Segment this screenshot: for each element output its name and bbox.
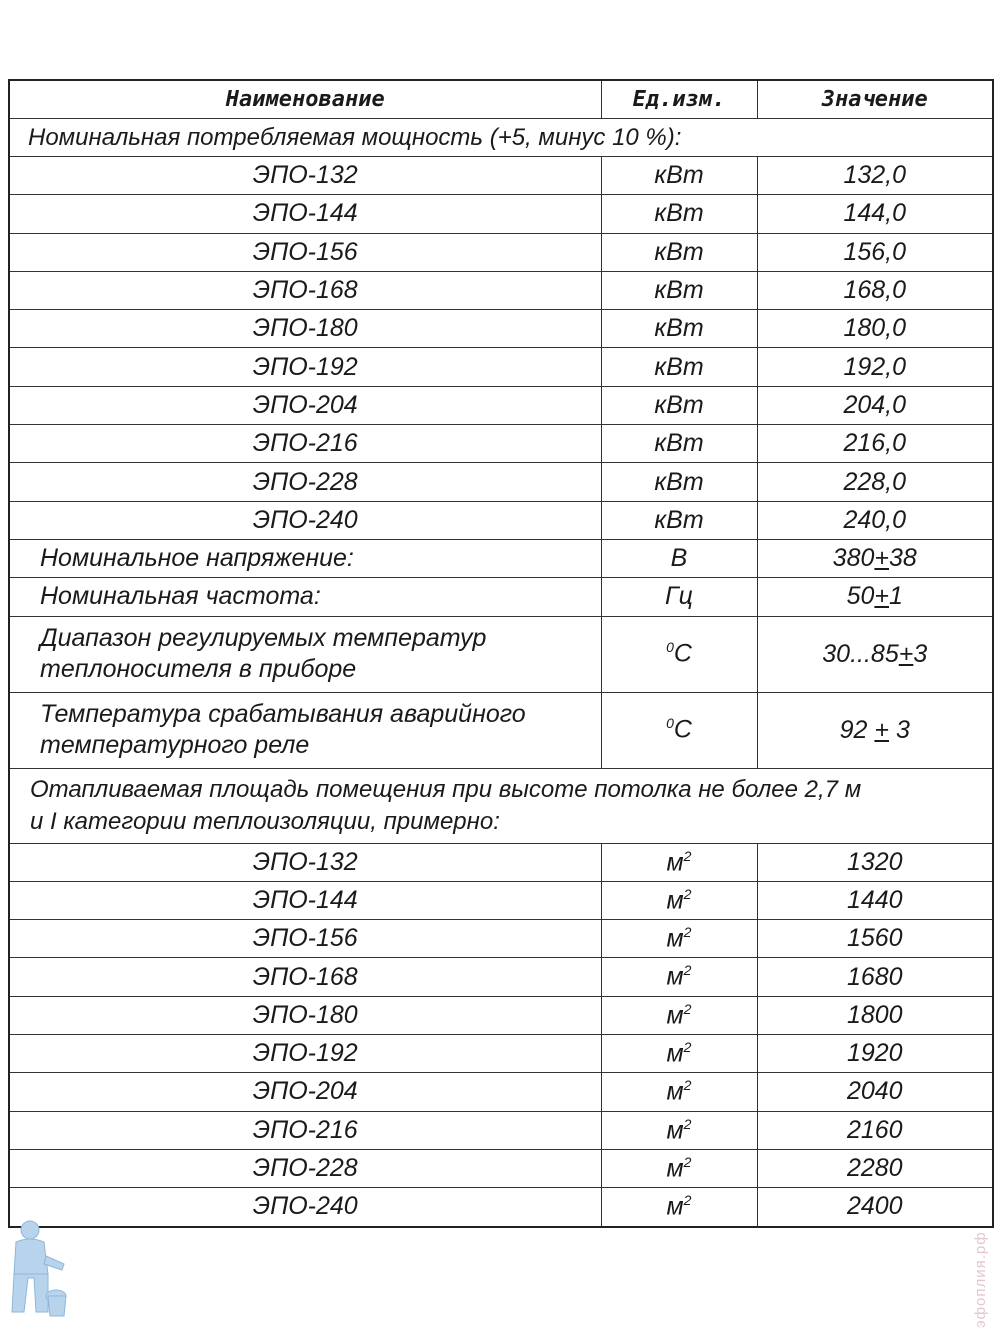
value-cell: 1440 bbox=[757, 881, 993, 919]
model-name: ЭПО-240 bbox=[9, 1188, 601, 1227]
model-name: ЭПО-156 bbox=[9, 920, 601, 958]
header-value: Значение bbox=[757, 80, 993, 119]
model-name: ЭПО-216 bbox=[9, 1111, 601, 1149]
voltage-row bbox=[9, 539, 993, 577]
value-cell: 228,0 bbox=[757, 463, 993, 501]
value-cell: 2040 bbox=[757, 1073, 993, 1111]
watermark: эфоплия.рф bbox=[972, 1231, 989, 1328]
header-name: Наименование bbox=[9, 80, 601, 119]
unit-cell: кВт bbox=[601, 195, 757, 233]
table-row bbox=[9, 501, 993, 539]
unit-cell: $м^2$ bbox=[601, 1149, 757, 1187]
temp-range-label: Диапазон регулируемых температур теплоносителя в приборе bbox=[9, 616, 601, 692]
power-rows bbox=[9, 157, 993, 540]
area-rows bbox=[9, 843, 993, 1226]
model-name: ЭПО-156 bbox=[9, 233, 601, 271]
emergency-label: Температура срабатывания аварийного температурного реле bbox=[9, 692, 601, 768]
value-cell: 168,0 bbox=[757, 271, 993, 309]
unit-cell: $м^2$ bbox=[601, 996, 757, 1034]
model-name: ЭПО-204 bbox=[9, 386, 601, 424]
area-section-title: Отапливаемая площадь помещения при высоте потолка не более 2,7 м и I категории теплоизоляции, примерно: bbox=[9, 768, 993, 843]
value-cell: 180,0 bbox=[757, 310, 993, 348]
model-name: ЭПО-180 bbox=[9, 310, 601, 348]
model-name: ЭПО-228 bbox=[9, 1149, 601, 1187]
temp-range-row bbox=[9, 616, 993, 692]
model-name: ЭПО-132 bbox=[9, 843, 601, 881]
header-unit: Ед.изм. bbox=[601, 80, 757, 119]
value-cell: 2160 bbox=[757, 1111, 993, 1149]
unit-cell: кВт bbox=[601, 348, 757, 386]
table-row bbox=[9, 157, 993, 195]
table-row bbox=[9, 881, 993, 919]
unit-cell: $м^2$ bbox=[601, 843, 757, 881]
voltage-label: Номинальное напряжение: bbox=[9, 539, 601, 577]
unit-cell: кВт bbox=[601, 271, 757, 309]
value-cell: 1560 bbox=[757, 920, 993, 958]
table-row bbox=[9, 1188, 993, 1227]
unit-cell: кВт bbox=[601, 310, 757, 348]
table-row bbox=[9, 233, 993, 271]
spec-table bbox=[8, 79, 994, 1228]
table-row bbox=[9, 310, 993, 348]
emergency-row bbox=[9, 692, 993, 768]
model-name: ЭПО-216 bbox=[9, 425, 601, 463]
unit-cell: $м^2$ bbox=[601, 1073, 757, 1111]
value-cell: 1320 bbox=[757, 843, 993, 881]
table-row bbox=[9, 996, 993, 1034]
unit-cell: кВт bbox=[601, 501, 757, 539]
emergency-unit: $^0$С bbox=[601, 692, 757, 768]
table-row bbox=[9, 1073, 993, 1111]
model-name: ЭПО-168 bbox=[9, 271, 601, 309]
model-name: ЭПО-180 bbox=[9, 996, 601, 1034]
value-cell: 132,0 bbox=[757, 157, 993, 195]
frequency-row bbox=[9, 578, 993, 616]
model-name: ЭПО-192 bbox=[9, 1035, 601, 1073]
value-cell: 192,0 bbox=[757, 348, 993, 386]
unit-cell: $м^2$ bbox=[601, 1035, 757, 1073]
model-name: ЭПО-132 bbox=[9, 157, 601, 195]
value-cell: 1920 bbox=[757, 1035, 993, 1073]
table-row bbox=[9, 843, 993, 881]
value-cell: 2280 bbox=[757, 1149, 993, 1187]
value-cell: 1800 bbox=[757, 996, 993, 1034]
value-cell: 216,0 bbox=[757, 425, 993, 463]
model-name: ЭПО-192 bbox=[9, 348, 601, 386]
unit-cell: кВт bbox=[601, 233, 757, 271]
table-header bbox=[9, 80, 993, 119]
model-name: ЭПО-240 bbox=[9, 501, 601, 539]
value-cell: 240,0 bbox=[757, 501, 993, 539]
temp-range-unit: $^0$С bbox=[601, 616, 757, 692]
table-row bbox=[9, 386, 993, 424]
frequency-label: Номинальная частота: bbox=[9, 578, 601, 616]
area-section bbox=[9, 768, 993, 843]
table-row bbox=[9, 348, 993, 386]
value-cell: 156,0 bbox=[757, 233, 993, 271]
unit-cell: кВт bbox=[601, 157, 757, 195]
frequency-unit: Гц bbox=[601, 578, 757, 616]
table-row bbox=[9, 1111, 993, 1149]
frequency-value: 50+1 bbox=[757, 578, 993, 616]
table-row bbox=[9, 463, 993, 501]
table-row bbox=[9, 1149, 993, 1187]
table-row bbox=[9, 1035, 993, 1073]
voltage-unit: В bbox=[601, 539, 757, 577]
temp-range-value: 30...85+3 bbox=[757, 616, 993, 692]
table-row bbox=[9, 271, 993, 309]
table-row bbox=[9, 920, 993, 958]
plumber-mascot-icon bbox=[6, 1216, 68, 1324]
unit-cell: $м^2$ bbox=[601, 958, 757, 996]
unit-cell: $м^2$ bbox=[601, 1111, 757, 1149]
value-cell: 1680 bbox=[757, 958, 993, 996]
model-name: ЭПО-144 bbox=[9, 195, 601, 233]
voltage-value: 380+38 bbox=[757, 539, 993, 577]
model-name: ЭПО-204 bbox=[9, 1073, 601, 1111]
value-cell: 204,0 bbox=[757, 386, 993, 424]
unit-cell: $м^2$ bbox=[601, 920, 757, 958]
unit-cell: кВт bbox=[601, 386, 757, 424]
power-section-title: Номинальная потребляемая мощность (+5, минус 10 %): bbox=[9, 119, 993, 157]
power-section bbox=[9, 119, 993, 157]
table-row bbox=[9, 195, 993, 233]
unit-cell: $м^2$ bbox=[601, 1188, 757, 1227]
table-row bbox=[9, 958, 993, 996]
unit-cell: $м^2$ bbox=[601, 881, 757, 919]
model-name: ЭПО-168 bbox=[9, 958, 601, 996]
emergency-value: 92 + 3 bbox=[757, 692, 993, 768]
model-name: ЭПО-144 bbox=[9, 881, 601, 919]
table-row bbox=[9, 425, 993, 463]
model-name: ЭПО-228 bbox=[9, 463, 601, 501]
unit-cell: кВт bbox=[601, 463, 757, 501]
value-cell: 144,0 bbox=[757, 195, 993, 233]
unit-cell: кВт bbox=[601, 425, 757, 463]
value-cell: 2400 bbox=[757, 1188, 993, 1227]
